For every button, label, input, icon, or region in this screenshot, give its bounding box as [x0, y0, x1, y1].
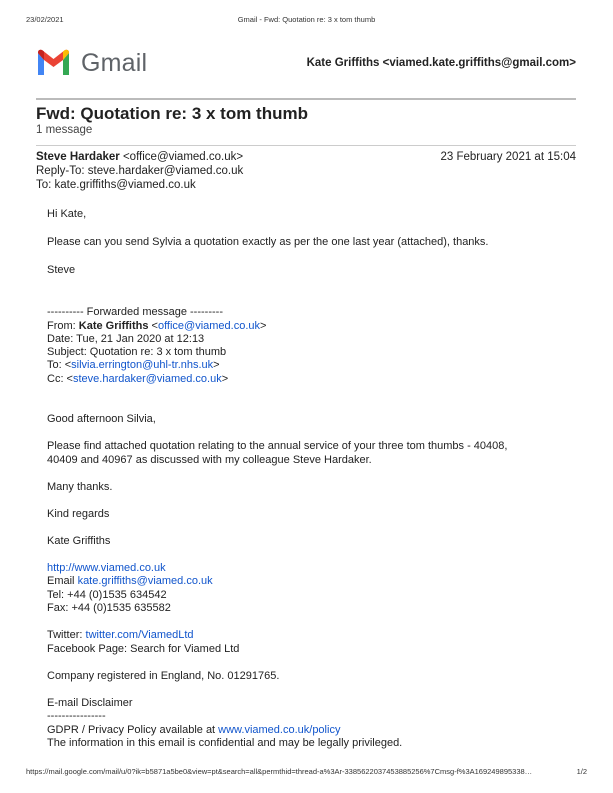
greeting: Hi Kate, — [47, 208, 87, 220]
gdpr-label: GDPR / Privacy Policy available at — [47, 724, 219, 736]
twitter-link[interactable]: twitter.com/ViamedLtd — [85, 629, 194, 641]
fwd-to-label: To: < — [47, 359, 72, 371]
to-line: To: kate.griffiths@viamed.co.uk — [36, 179, 196, 191]
fwd-body-1: Please find attached quotation relating to the annual service of your three tom thumbs - 40408, — [47, 440, 508, 452]
message-date: 23 February 2021 at 15:04 — [440, 151, 576, 163]
fwd-greeting: Good afternoon Silvia, — [47, 413, 156, 425]
message-divider — [36, 145, 576, 146]
signature-email-link[interactable]: kate.griffiths@viamed.co.uk — [77, 575, 213, 587]
fwd-to-email-link[interactable]: silvia.errington@uhl-tr.nhs.uk — [71, 359, 214, 371]
fwd-cc — [47, 373, 228, 385]
twitter-line — [47, 629, 194, 641]
email-label: Email — [47, 575, 78, 587]
fwd-from-email-link[interactable]: office@viamed.co.uk — [157, 320, 261, 332]
sign-off: Steve — [47, 264, 76, 276]
facebook-line: Facebook Page: Search for Viamed Ltd — [47, 643, 240, 655]
sender-line — [36, 151, 243, 163]
forwarded-header: ---------- Forwarded message --------- — [47, 306, 223, 318]
sender-email: <office@viamed.co.uk> — [122, 151, 244, 163]
fwd-date: Date: Tue, 21 Jan 2020 at 12:13 — [47, 333, 205, 345]
fwd-from — [47, 320, 266, 332]
page-number: 1/2 — [576, 767, 587, 776]
header-divider — [36, 98, 576, 100]
signature-name: Kate Griffiths — [47, 535, 111, 547]
message-count: 1 message — [36, 124, 93, 136]
gmail-wordmark: Gmail — [81, 49, 148, 77]
print-date: 23/02/2021 — [26, 15, 64, 24]
fwd-cc-email-link[interactable]: steve.hardaker@viamed.co.uk — [72, 373, 222, 385]
website-link[interactable]: http://www.viamed.co.uk — [47, 562, 166, 574]
tel: Tel: +44 (0)1535 634542 — [47, 589, 167, 601]
fwd-from-name: Kate Griffiths — [78, 320, 149, 332]
gdpr-line — [47, 724, 340, 736]
thread-subject: Fwd: Quotation re: 3 x tom thumb — [36, 104, 308, 123]
request-text: Please can you send Sylvia a quotation exactly as per the one last year (attached), thanks. — [47, 236, 489, 248]
sender-name: Steve Hardaker — [36, 151, 120, 163]
fwd-to — [47, 359, 220, 371]
gmail-m-logo-icon — [36, 49, 71, 77]
fax: Fax: +44 (0)1535 635582 — [47, 602, 171, 614]
fwd-subject: Subject: Quotation re: 3 x tom thumb — [47, 346, 227, 358]
fwd-body-2: 40409 and 40967 as discussed with my colleague Steve Hardaker. — [47, 454, 372, 466]
company-registration: Company registered in England, No. 01291765. — [47, 670, 280, 682]
disclaimer-rule: ---------------- — [47, 710, 106, 722]
disclaimer-title: E-mail Disclaimer — [47, 697, 133, 709]
fwd-from-label: From: — [47, 320, 79, 332]
print-url: https://mail.google.com/mail/u/0?ik=b5871a5be0&view=pt&search=all&permthid=thread-a%3Ar-3385622037453885256%7Cmsg-f%3A169249895338… — [26, 767, 533, 776]
account-name: Kate Griffiths <viamed.kate.griffiths@gmail.com> — [306, 57, 576, 69]
confidential-notice: The information in this email is confidential and may be legally privileged. — [47, 737, 403, 749]
fwd-cc-label: Cc: < — [47, 373, 73, 385]
fwd-to-close: > — [213, 359, 220, 371]
regards: Kind regards — [47, 508, 110, 520]
twitter-label: Twitter: — [47, 629, 86, 641]
fwd-cc-close: > — [221, 373, 229, 385]
thanks: Many thanks. — [47, 481, 113, 493]
fwd-from-open: < — [148, 320, 158, 332]
fwd-from-close: > — [260, 320, 267, 332]
gdpr-link[interactable]: www.viamed.co.uk/policy — [218, 724, 341, 736]
reply-to: Reply-To: steve.hardaker@viamed.co.uk — [36, 165, 244, 177]
signature-email — [47, 575, 213, 587]
print-title: Gmail - Fwd: Quotation re: 3 x tom thumb — [237, 15, 376, 24]
